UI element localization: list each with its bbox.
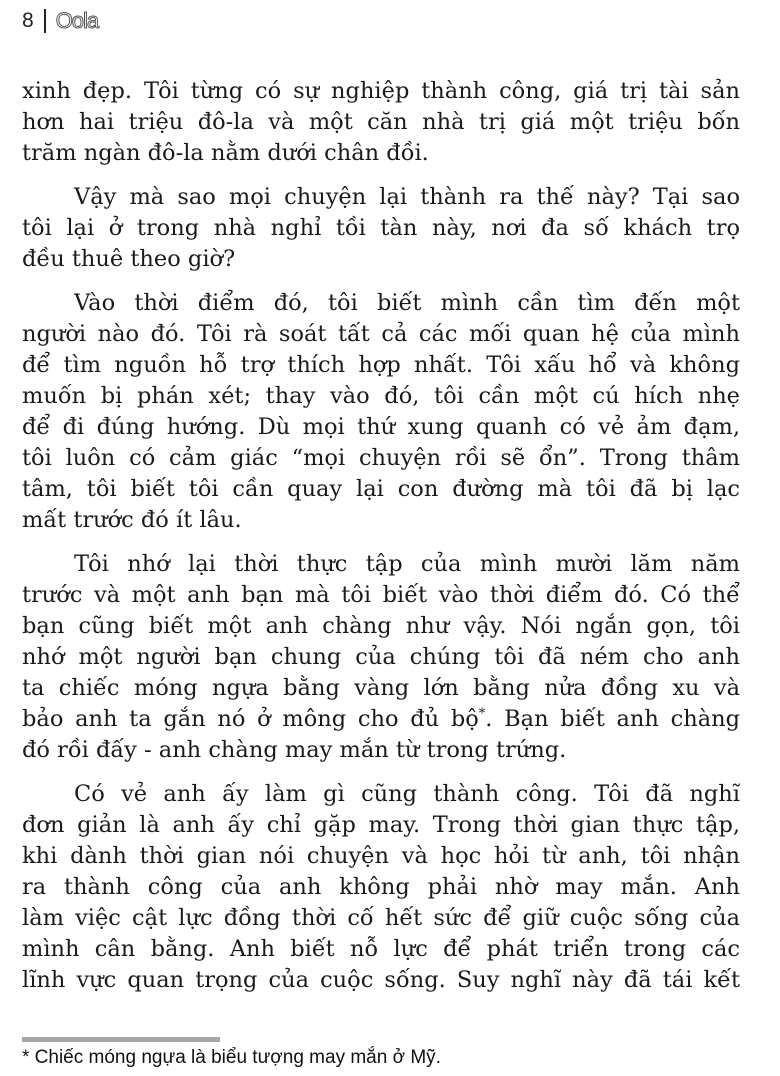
paragraph bbox=[22, 182, 740, 275]
paragraph bbox=[22, 549, 740, 766]
text-line: đơn giản là anh ấy chỉ gặp may. Trong thời gian thực tập, bbox=[22, 812, 740, 838]
text-line: ta chiếc móng ngựa bằng vàng lớn bằng nửa đồng xu và bbox=[22, 675, 740, 701]
text-line: lĩnh vực quan trọng của cuộc sống. Suy nghĩ này đã tái kết bbox=[22, 967, 740, 993]
text-line: muốn bị phán xét; thay vào đó, tôi cần một cú hích nhẹ bbox=[22, 383, 740, 409]
paragraph bbox=[22, 288, 740, 536]
text-line: bạn cũng biết một anh chàng như vậy. Nói ngắn gọn, tôi bbox=[22, 613, 740, 639]
page-header bbox=[22, 6, 98, 36]
text-line: mất trước đó ít lâu. bbox=[22, 507, 242, 533]
paragraph bbox=[22, 779, 740, 996]
text-line-with-footnote bbox=[22, 704, 740, 735]
text-line: tôi lại ở trong nhà nghỉ tồi tàn này, nơi đa số khách trọ bbox=[22, 215, 740, 241]
header-divider bbox=[44, 9, 46, 33]
paragraph bbox=[22, 76, 740, 169]
text-line: Có vẻ anh ấy làm gì cũng thành công. Tôi đã nghĩ bbox=[74, 781, 740, 807]
text-line: đều thuê theo giờ? bbox=[22, 246, 236, 272]
oola-logo: Oola bbox=[55, 8, 99, 33]
text-line: người nào đó. Tôi rà soát tất cả các mối quan hệ của mình bbox=[22, 321, 740, 347]
text-line: hơn hai triệu đô-la và một căn nhà trị giá một triệu bốn bbox=[22, 109, 740, 135]
text-segment: bảo anh ta gắn nó ở mông cho đủ bộ bbox=[22, 706, 479, 732]
text-line: trước và một anh bạn mà tôi biết vào thời điểm đó. Có thể bbox=[22, 582, 740, 608]
text-line: mình cân bằng. Anh biết nỗ lực để phát triển trong các bbox=[22, 936, 740, 962]
footnote-marker: * bbox=[478, 706, 486, 722]
text-line: nhớ một người bạn chung của chúng tôi đã ném cho anh bbox=[22, 644, 740, 670]
text-line: để đi đúng hướng. Dù mọi thứ xung quanh có vẻ ảm đạm, bbox=[22, 414, 740, 440]
footnote: * Chiếc móng ngựa là biểu tượng may mắn ở Mỹ. bbox=[22, 1047, 441, 1068]
text-line: đó rồi đấy - anh chàng may mắn từ trong trứng. bbox=[22, 737, 567, 763]
text-line: trăm ngàn đô-la nằm dưới chân đồi. bbox=[22, 140, 429, 166]
text-line: tôi luôn có cảm giác “mọi chuyện rồi sẽ ổn”. Trong thâm bbox=[22, 445, 740, 471]
text-line: khi dành thời gian nói chuyện và học hỏi từ anh, tôi nhận bbox=[22, 843, 740, 869]
text-line: làm việc cật lực đồng thời cố hết sức để giữ cuộc sống của bbox=[22, 905, 740, 931]
text-line: Vậy mà sao mọi chuyện lại thành ra thế này? Tại sao bbox=[74, 184, 740, 210]
text-line: để tìm nguồn hỗ trợ thích hợp nhất. Tôi xấu hổ và không bbox=[22, 352, 740, 378]
footnote-divider bbox=[22, 1037, 220, 1042]
page-number: 8 bbox=[22, 9, 34, 32]
body-text bbox=[22, 76, 740, 996]
text-line: Tôi nhớ lại thời thực tập của mình mười lăm năm bbox=[74, 551, 740, 577]
text-line: ra thành công của anh không phải nhờ may mắn. Anh bbox=[22, 874, 740, 900]
text-line: xinh đẹp. Tôi từng có sự nghiệp thành công, giá trị tài sản bbox=[22, 78, 740, 104]
text-line: Vào thời điểm đó, tôi biết mình cần tìm đến một bbox=[74, 290, 740, 316]
text-segment: . Bạn biết anh chàng bbox=[485, 706, 740, 732]
text-line: tâm, tôi biết tôi cần quay lại con đường mà tôi đã bị lạc bbox=[22, 476, 740, 502]
